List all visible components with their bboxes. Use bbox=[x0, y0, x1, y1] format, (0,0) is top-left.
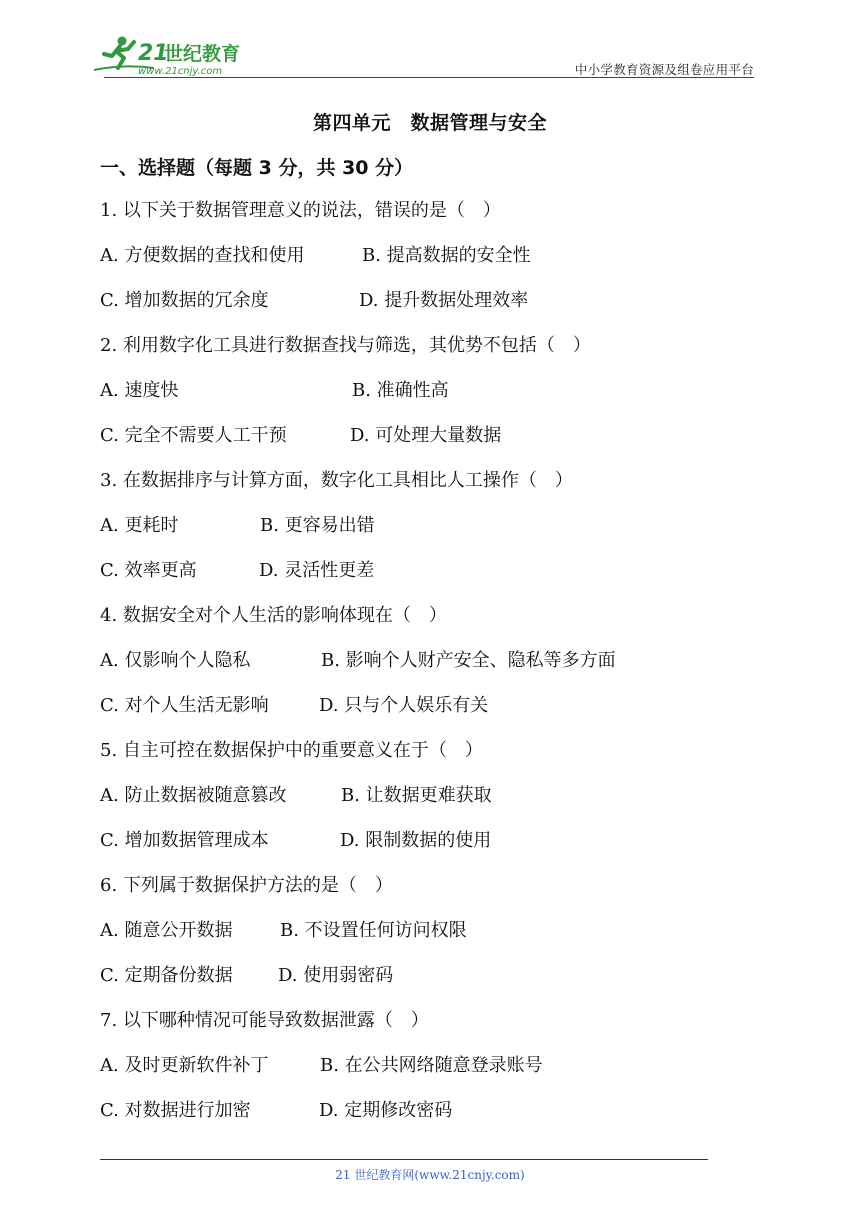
option-d: D. 只与个人娱乐有关 bbox=[319, 695, 489, 716]
question-stem: 3. 在数据排序与计算方面，数字化工具相比人工操作（ ） bbox=[100, 470, 573, 491]
option-a: A. 防止数据被随意篡改 bbox=[100, 785, 287, 806]
option-d: D. 可处理大量数据 bbox=[350, 425, 502, 446]
option-b: B. 在公共网络随意登录账号 bbox=[320, 1055, 543, 1076]
option-a: A. 仅影响个人隐私 bbox=[100, 650, 251, 671]
option-d: D. 定期修改密码 bbox=[319, 1100, 453, 1121]
svg-text:世纪教育: 世纪教育 bbox=[164, 43, 241, 65]
page-header bbox=[0, 0, 860, 80]
page-title: 第四单元 数据管理与安全 bbox=[312, 112, 547, 134]
footer-divider bbox=[100, 1159, 708, 1160]
option-c: C. 对数据进行加密 bbox=[100, 1100, 251, 1121]
option-c: C. 增加数据的冗余度 bbox=[100, 290, 269, 311]
option-b: B. 不设置任何访问权限 bbox=[280, 920, 467, 941]
option-a: A. 更耗时 bbox=[100, 515, 179, 536]
option-d: D. 使用弱密码 bbox=[278, 965, 394, 986]
option-b: B. 准确性高 bbox=[352, 380, 449, 401]
option-c: C. 完全不需要人工干预 bbox=[100, 425, 287, 446]
option-a: A. 及时更新软件补丁 bbox=[100, 1055, 269, 1076]
footer-link[interactable]: 21 世纪教育网(www.21cnjy.com) bbox=[335, 1168, 525, 1182]
question-stem: 7. 以下哪种情况可能导致数据泄露（ ） bbox=[100, 1010, 429, 1031]
option-a: A. 方便数据的查找和使用 bbox=[100, 245, 305, 266]
question-stem: 1. 以下关于数据管理意义的说法，错误的是（ ） bbox=[100, 200, 501, 221]
option-d: D. 提升数据处理效率 bbox=[359, 290, 529, 311]
svg-text:www.21cnjy.com: www.21cnjy.com bbox=[138, 66, 223, 77]
option-c: C. 对个人生活无影响 bbox=[100, 695, 269, 716]
platform-name: 中小学教育资源及组卷应用平台 bbox=[574, 62, 754, 77]
option-b: B. 更容易出错 bbox=[260, 515, 375, 536]
question-stem: 2. 利用数字化工具进行数据查找与筛选，其优势不包括（ ） bbox=[100, 335, 591, 356]
option-c: C. 效率更高 bbox=[100, 560, 197, 581]
option-c: C. 增加数据管理成本 bbox=[100, 830, 269, 851]
option-a: A. 随意公开数据 bbox=[100, 920, 233, 941]
option-a: A. 速度快 bbox=[100, 380, 179, 401]
option-b: B. 让数据更难获取 bbox=[341, 785, 492, 806]
option-b: B. 影响个人财产安全、隐私等多方面 bbox=[321, 650, 616, 671]
header-divider bbox=[104, 77, 754, 78]
site-logo bbox=[94, 34, 264, 78]
option-b: B. 提高数据的安全性 bbox=[362, 245, 531, 266]
option-d: D. 限制数据的使用 bbox=[340, 830, 492, 851]
question-stem: 5. 自主可控在数据保护中的重要意义在于（ ） bbox=[100, 740, 483, 761]
question-stem: 4. 数据安全对个人生活的影响体现在（ ） bbox=[100, 605, 447, 626]
runner-logo-icon bbox=[94, 34, 264, 78]
section-heading: 一、选择题（每题 3 分，共 30 分） bbox=[100, 157, 414, 179]
option-d: D. 灵活性更差 bbox=[259, 560, 375, 581]
option-c: C. 定期备份数据 bbox=[100, 965, 233, 986]
question-stem: 6. 下列属于数据保护方法的是（ ） bbox=[100, 875, 393, 896]
svg-text:21: 21 bbox=[138, 41, 169, 66]
